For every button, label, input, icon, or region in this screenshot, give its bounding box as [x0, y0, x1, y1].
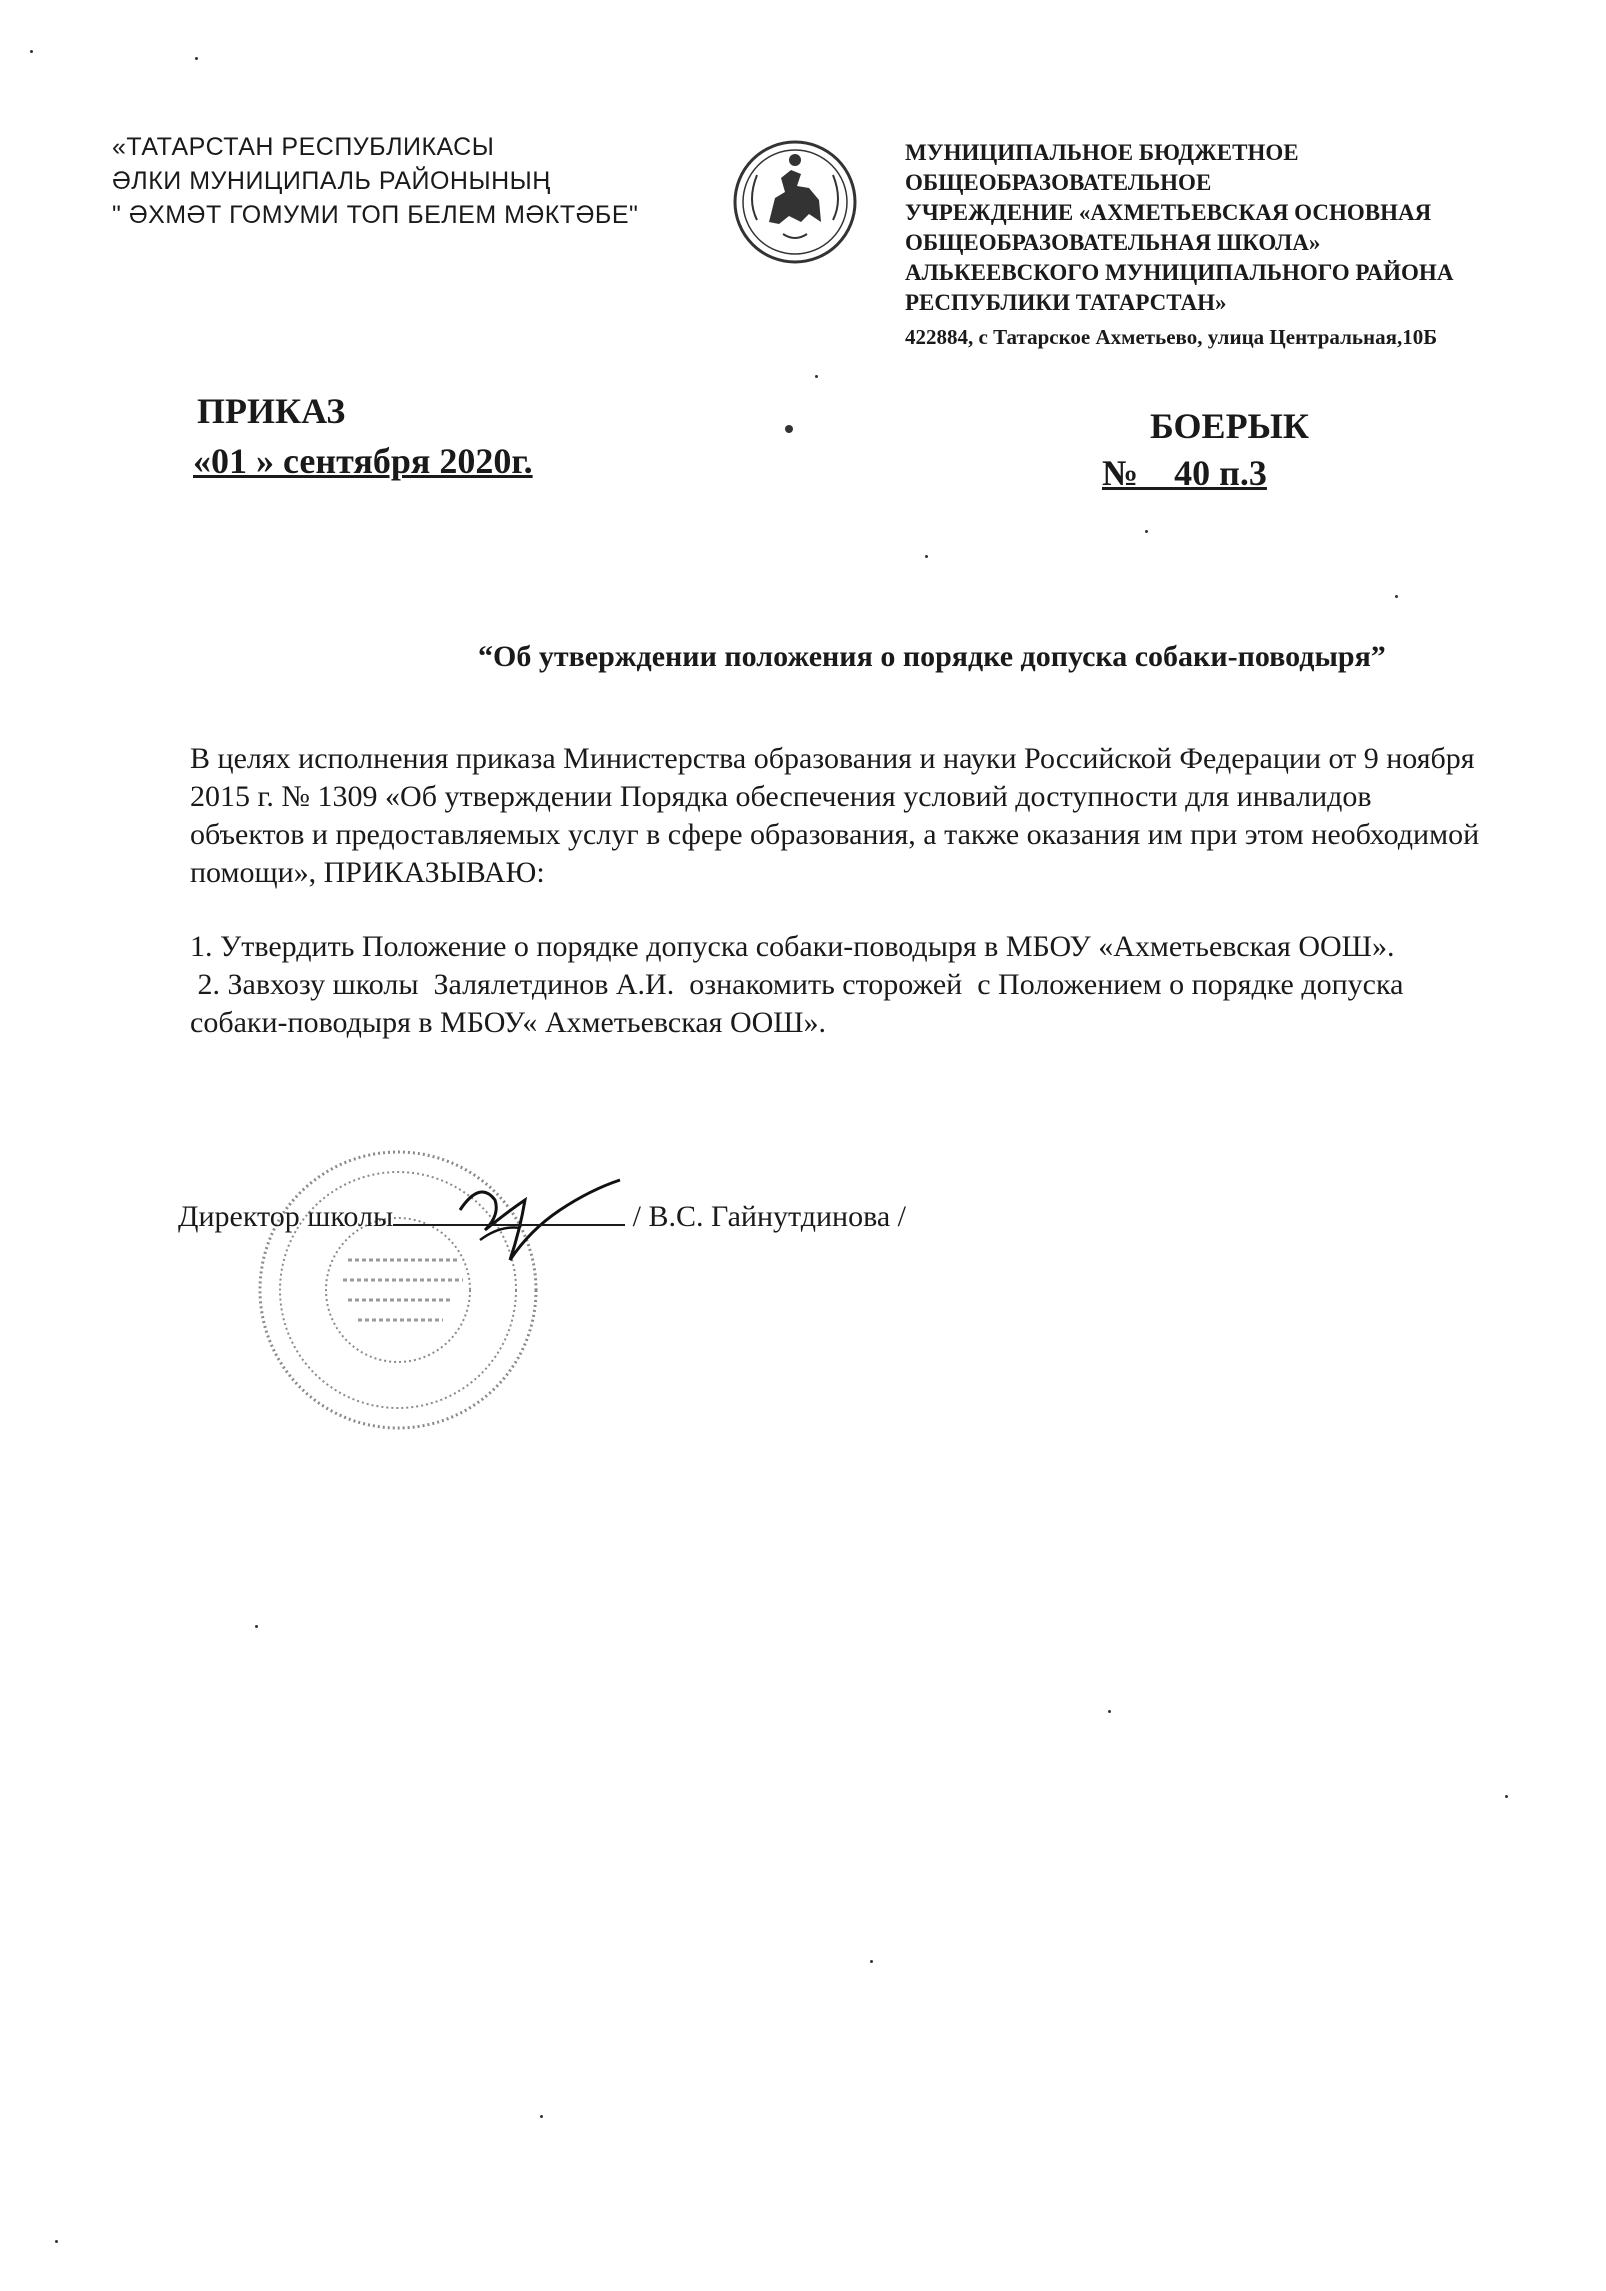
header-right-line-5: АЛЬКЕЕВСКОГО МУНИЦИПАЛЬНОГО РАЙОНА: [905, 260, 1454, 285]
emblem-icon: [727, 130, 867, 280]
order-date: «01 » сентября 2020г.: [193, 441, 533, 481]
scan-speck: [785, 425, 793, 433]
signer-role: Директор школы: [178, 1200, 394, 1233]
scan-speck: [55, 2240, 58, 2243]
signature-line: [393, 1202, 625, 1226]
order-preamble: В целях исполнения приказа Министерства образования и науки Российской Федерации от 9 ноября 2015 г. № 1309 «Об утверждении Порядка обеспечения условий доступности для инвалидов объектов и предоставляемых услуг в сфере образования, а также оказания им при этом необходимой помощи», ПРИКАЗЫВАЮ:: [190, 742, 1480, 889]
order-type-ru: ПРИКАЗ: [197, 391, 346, 431]
order-body: [190, 740, 1490, 1042]
order-number: № 40 п.3: [1102, 453, 1267, 493]
order-item-1: 1. Утвердить Положение о порядке допуска собаки-поводыря в МБОУ «Ахметьевская ООШ».: [190, 930, 1395, 963]
header-left-line-3: " ӘХМӘТ ГОМУМИ ТОП БЕЛЕМ МӘКТӘБЕ": [112, 201, 639, 229]
scan-speck: [1395, 595, 1398, 598]
signer-name: / В.С. Гайнутдинова /: [632, 1200, 907, 1233]
header-right-line-3: УЧРЕЖДЕНИЕ «АХМЕТЬЕВСКАЯ ОСНОВНАЯ: [905, 200, 1432, 225]
scan-speck: [925, 555, 928, 558]
scan-speck: [540, 2115, 543, 2118]
scan-speck: [30, 50, 33, 53]
header-address: 422884, с Татарское Ахметьево, улица Центральная,10Б: [905, 325, 1438, 349]
scan-speck: [1505, 1795, 1508, 1798]
scan-speck: [1108, 1710, 1111, 1713]
scan-speck: [1145, 530, 1148, 533]
tatarstan-emblem: [727, 130, 867, 280]
header-left-line-2: ӘЛКИ МУНИЦИПАЛЬ РАЙОНЫНЫҢ: [112, 167, 551, 195]
header-left-block: [112, 130, 712, 232]
header-right-line-2: ОБЩЕОБРАЗОВАТЕЛЬНОЕ: [905, 170, 1212, 195]
header-right-line-4: ОБЩЕОБРАЗОВАТЕЛЬНАЯ ШКОЛА»: [905, 230, 1321, 255]
scan-speck: [870, 1960, 873, 1963]
signature-row: [178, 1200, 906, 1234]
order-type-tt: БОЕРЫК: [1150, 406, 1310, 446]
scan-speck: [815, 375, 818, 378]
header-right-block: [905, 138, 1565, 352]
order-title: “Об утверждении положения о порядке допуска собаки-поводыря”: [478, 640, 1386, 673]
order-item-2: 2. Завхозу школы Залялетдинов А.И. ознакомить сторожей с Положением о порядке допуска собаки-поводыря в МБОУ« Ахметьевская ООШ».: [190, 968, 1411, 1039]
scan-speck: [195, 57, 198, 60]
scan-speck: [255, 1625, 258, 1628]
header-right-line-6: РЕСПУБЛИКИ ТАТАРСТАН»: [905, 290, 1227, 315]
header-right-line-1: МУНИЦИПАЛЬНОЕ БЮДЖЕТНОЕ: [905, 140, 1299, 165]
header-left-line-1: «ТАТАРСТАН РЕСПУБЛИКАСЫ: [112, 133, 495, 161]
